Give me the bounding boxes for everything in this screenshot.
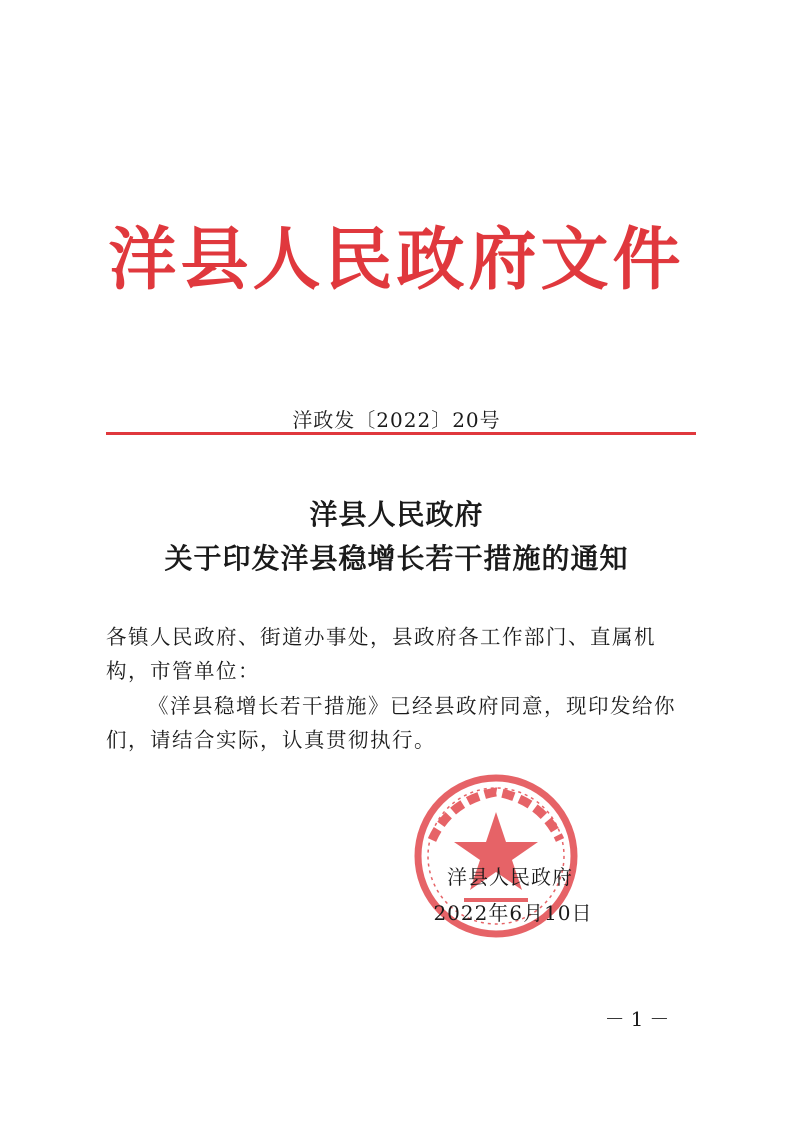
red-divider-line — [106, 432, 696, 435]
document-masthead: 洋县人民政府文件 — [108, 220, 685, 300]
document-title-line-2: 关于印发洋县稳增长若干措施的通知 — [164, 542, 629, 575]
signature-organization: 洋县人民政府 — [447, 865, 573, 889]
document-number: 洋政发〔2022〕20号 — [292, 408, 501, 432]
addressee-paragraph: 各镇人民政府、街道办事处，县政府各工作部门、直属机构，市管单位： — [106, 625, 656, 683]
page-number: －1－ — [604, 1007, 676, 1031]
document-title-line-1: 洋县人民政府 — [309, 498, 484, 531]
signature-date: 2022年6月10日 — [433, 901, 593, 925]
body-paragraph: 《洋县稳增长若干措施》已经县政府同意，现印发给你们，请结合实际，认真贯彻执行。 — [106, 694, 676, 752]
